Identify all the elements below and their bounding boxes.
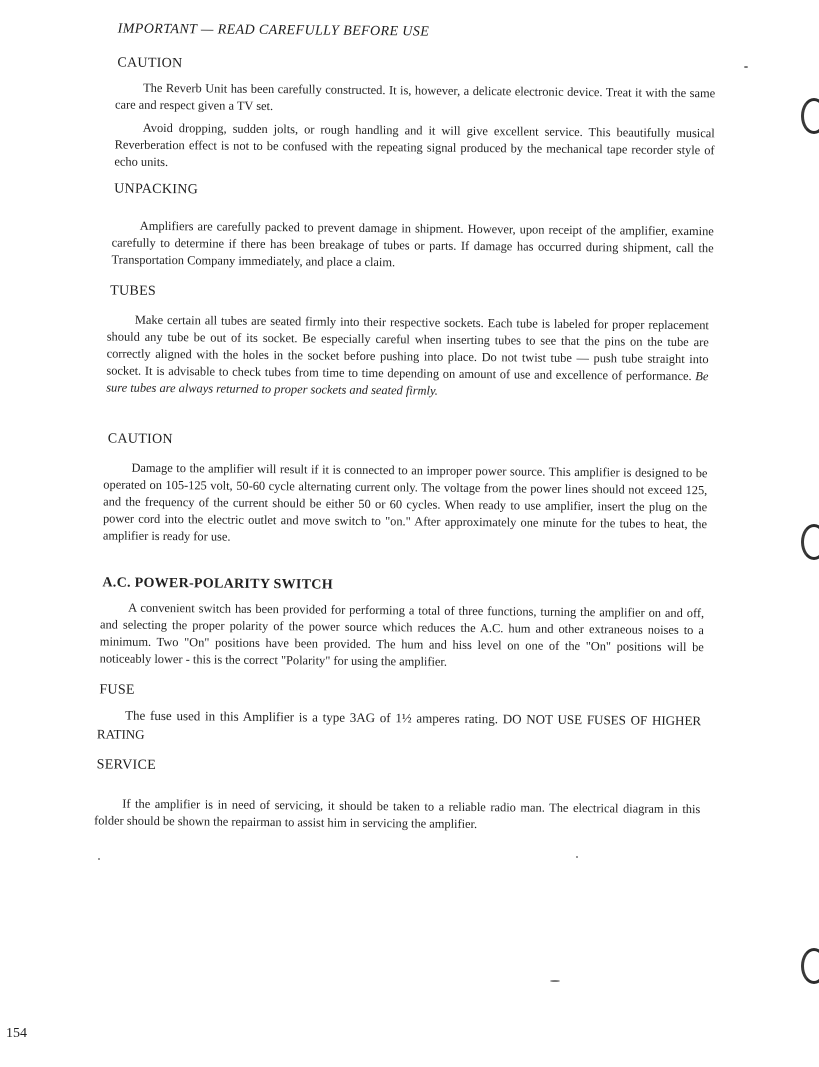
caution-paragraph-1: The Reverb Unit has been carefully constructed. It is, however, a delicate electronic device. Treat it with the same care and respect given a TV set. bbox=[114, 80, 716, 114]
heading-unpacking: UNPACKING bbox=[114, 181, 199, 198]
unpacking-paragraph: Amplifiers are carefully packed to prevent damage in shipment. However, upon receipt of the amplifier, examine carefully to determine if there has been breakage of tubes or parts. If damage has occurred during shipment, call the Transportation Company immediately, and place a claim. bbox=[111, 218, 714, 270]
page-number: 154 bbox=[6, 1026, 27, 1041]
tubes-paragraph-text: Make certain all tubes are seated firmly into their respective sockets. Each tube is labeled for proper replacement should any tube be out of its socket. Be especially careful when inserting tubes to see that the pins on the tube are correctly aligned with the holes in the socket before pushing into place. Do not twist tube — push tube straight into socket. It is advisable to check tubes from time to time depending on amount of use and excellence of performance. bbox=[106, 312, 709, 384]
heading-tubes: TUBES bbox=[110, 283, 157, 299]
polarity-paragraph: A convenient switch has been provided for performing a total of three functions, turning the amplifier on and off, and selecting the proper polarity of the power source which reduces the A.C. hum and other extraneous noises to a minimum. Two "On" positions have been provided. The hum and hiss level on one of the "On" positions will be noticeably lower - this is the correct "Polarity" for using the amplifier. bbox=[99, 600, 705, 669]
heading-caution: CAUTION bbox=[117, 55, 183, 72]
heading-fuse: FUSE bbox=[99, 682, 135, 698]
scan-speck bbox=[98, 858, 100, 860]
caution-power-paragraph: Damage to the amplifier will result if it is connected to an improper power source. This amplifier is designed to be operated on 105-125 volt, 50-60 cycle alternating current only. The voltage from the power lines should not exceed 125, and the frequency of the current should be either 50 or 60 cycles. When ready to use amplifier, insert the plug on the power cord into the electric outlet and move switch to "on." After approximately one minute for the tubes to heat, the amplifier is ready for use. bbox=[102, 460, 708, 544]
fuse-paragraph: The fuse used in this Amplifier is a type 3AG of 1½ amperes rating. DO NOT USE FUSES OF HIGHER RATING bbox=[96, 707, 702, 742]
heading-service: SERVICE bbox=[96, 757, 157, 773]
heading-caution-power: CAUTION bbox=[107, 431, 173, 448]
scan-speck bbox=[550, 980, 560, 982]
heading-polarity-switch: A.C. POWER-POLARITY SWITCH bbox=[102, 575, 333, 593]
tubes-paragraph-emphasis: Be sure tubes are always returned to proper sockets and seated firmly. bbox=[106, 369, 709, 398]
service-paragraph: If the amplifier is in need of servicing, it should be taken to a reliable radio man. The electrical diagram in this folder should be shown the repairman to assist him in servicing the amplifier. bbox=[94, 796, 701, 832]
tubes-paragraph bbox=[106, 311, 709, 402]
page-header: IMPORTANT — READ CAREFULLY BEFORE USE bbox=[117, 21, 430, 40]
scan-speck bbox=[744, 66, 748, 68]
scan-speck bbox=[576, 856, 578, 858]
caution-paragraph-2: Avoid dropping, sudden jolts, or rough handling and it will give excellent service. This beautifully musical Reverberation effect is not to be confused with the repeating signal produced by the mechanical tape recorder style of echo units. bbox=[114, 120, 715, 170]
